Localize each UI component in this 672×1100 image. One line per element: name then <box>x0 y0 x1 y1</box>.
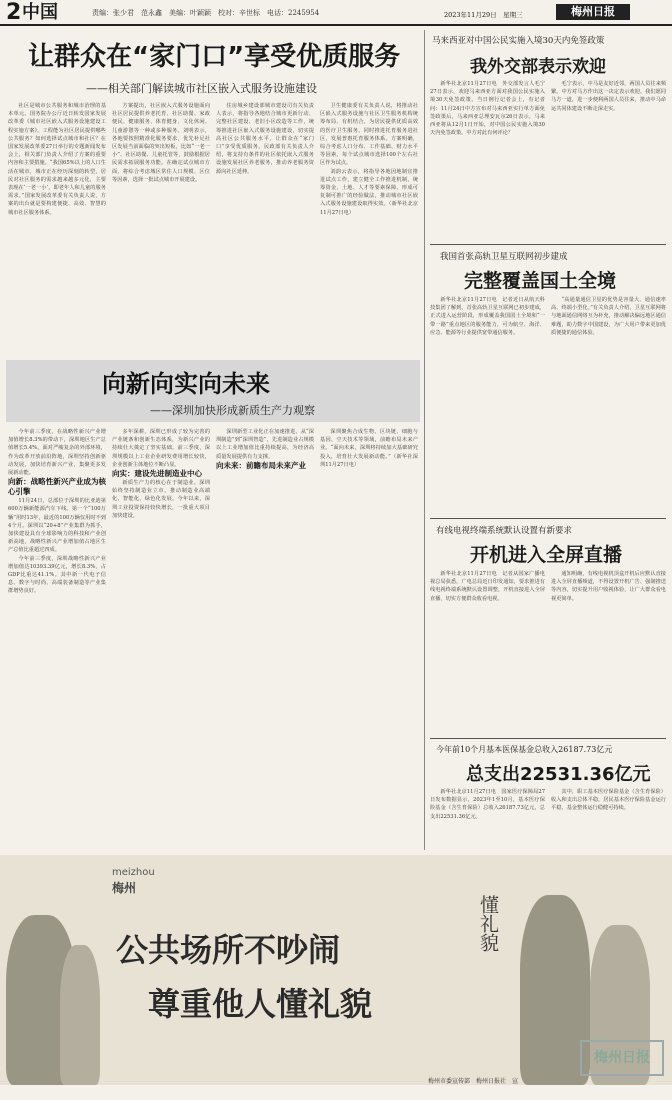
story2-subheadline: ——深圳加快形成新质生产力观察 <box>150 404 315 417</box>
story3-col2: 毛宁表示，中马是友好近邻，两国人员往来频繁。中方对马方作出这一决定表示欢迎。我们愿同马方一道，进一步便利两国人员往来，推动中马命运共同体建设不断走深走实。 <box>551 81 666 112</box>
story1-col3: 住房城乡建设部城市建设司有关负责人表示，将指导各地结合城市更新行动、完整社区建设、老旧小区改造等工作，统筹推进社区嵌入式服务设施建设，切实提高社区公共服务水平，让群众在“家门口”享受优质服务。民政部有关负责人介绍，将支持有条件的社区依托嵌入式服务设施发展社区养老服务，推动养老服务资源向社区延伸。 <box>216 103 314 175</box>
story5-headline: 开机进入全屏直播 <box>470 544 623 566</box>
story5-kicker: 有线电视终端系统默认设置有新要求 <box>436 526 573 536</box>
ad-slogan-1: 公共场所不吵闹 <box>116 931 341 969</box>
story1-col4: 卫生健康委有关负责人说，将推动社区嵌入式服务设施与社区卫生服务机构统筹布局、有机结合，为居民提供优质高效的医疗卫生服务。同时推进托育服务进社区，发展普惠托育服务体系。方案明确，综合考虑人口分布、工作基础、财力水平等因素，每个试点城市选择100个左右社区作为试点。 刘韵云表示，将指导各地因地制宜推进试点工作，建立健全工作推进机制，统筹资金、土地、人才等要素保障，形成可复制可推广的经验做法，推动城市社区嵌入式服务设施建设取得实效。（新华社北京11月27日电） <box>320 103 418 216</box>
story6-kicker: 今年前10个月基本医保基金总收入26187.73亿元 <box>436 745 613 754</box>
divider <box>430 518 666 519</box>
story1-headline: 让群众在“家门口”享受优质服务 <box>28 42 401 72</box>
story6-col1: 新华社北京11月27日电 国家医疗保障局27日发布数据显示，2023年1至10月，基本医疗保险基金（含生育保险）总收入26187.73亿元，总支出22531.36亿元。 <box>430 789 545 820</box>
story4-col1: 新华社北京11月27日电 记者近日从航天科技集团了解到，首张高轨卫星互联网已初步建成，正式进入运营阶段，形成覆盖我国国土全境和“一带一路”重点地区的服务能力，可为航空、海洋、应急、能源等行业提供宽带通信服务。 <box>430 297 545 336</box>
story1-subheadline: ——相关部门解读城市社区嵌入式服务设施建设 <box>86 82 317 95</box>
story2-col1: 今年前三季度，在战略性新兴产业增加值增长8.3%的带动下，深圳地区生产总值增长5.4%。面对严峻复杂的外部环境，作为改革开放前沿阵地，深圳坚持创新驱动发展，加快培育新兴产业，集聚更多发展新动能。 向新：战略性新兴产业成为核心引擎 11月24日，总部位于深圳的比亚迪第600万辆新能源汽车下线。第一个“100万辆”用时13年，最近的100万辆仅用时不到4个月。深圳以“20+8”产业集群为抓手，加快建设具有全球影响力的科技和产业创新高地，战略性新兴产业增加值占地区生产总值比重超过四成。 今年前三季度，深圳战略性新兴产业增加值达10393.39亿元，增长8.3%，占GDP比重达41.1%。其中新一代电子信息、数字与时尚、高端装备制造等产业集群增势良好。 <box>8 429 106 595</box>
person-illustration <box>60 945 100 1085</box>
ad-vertical-tag: 懂礼貌 <box>477 895 499 952</box>
story2-col3: 深圳新型工业化正在加速推进，从“深圳制造”到“深圳智造”，先进制造业占规模以上工业增加值比重持续提高，为经济高质量发展提供有力支撑。 向未来：前瞻布局未来产业 <box>216 429 314 470</box>
story3-kicker: 马来西亚对中国公民实施入境30天内免签政策 <box>432 36 605 46</box>
divider <box>430 244 666 245</box>
story4-headline: 完整覆盖国土全境 <box>464 270 617 292</box>
story3-col1: 新华社北京11月27日电 外交部发言人毛宁27日表示，欢迎马来西亚方面对我国公民实施入境30天免签政策。当日例行记者会上，有记者问：11月24日中方宣布对马来西亚实行单方面免签政策后，马来西亚总理安瓦尔26日表示，马来西亚将从12月1日开始，对中国公民实施入境30天内免签政策。中方对此有何评论？ <box>430 81 545 137</box>
story2-headline: 向新向实向未来 <box>102 370 270 398</box>
story2-sublabel-3: 向未来：前瞻布局未来产业 <box>216 460 306 470</box>
ad-logo-symbol: meizhou <box>112 867 155 878</box>
story3-headline: 我外交部表示欢迎 <box>470 57 606 77</box>
story4-kicker: 我国首张高轨卫星互联网初步建成 <box>440 252 568 262</box>
story1-col2: 方案提出，社区嵌入式服务设施面向社区居民提供养老托育、社区助餐、家政便民、健康服务、体育健身、文化休闲、儿童游憩等一种或多种服务。刘明表示，各地要按照精准化服务要求，优先补足社区发展当前面临的突出短板，比如“一老一小”、社区助餐、儿童托管等，鼓励根据居民需求拓展服务功能。在确定试点城市方面，将综合考虑城区常住人口规模、区位等因素，选择一批试点城市开展建设。 <box>112 103 210 183</box>
editor-credits: 责编：张少君 范永鑫 美编：叶颖颖 校对：辛世标 电话：2245954 <box>92 9 320 17</box>
issue-date: 2023年11月29日 星期三 <box>444 11 523 19</box>
story2-col4: 深圳聚焦合成生物、区块链、细胞与基因、空天技术等领域，前瞻布局未来产业。“面向未来，深圳将持续加大基础研究投入，培育壮大发展新动能。”（新华社深圳11月27日电） <box>320 429 418 468</box>
newspaper-watermark: 梅州日报 <box>580 1040 664 1076</box>
story6-headline: 总支出22531.36亿元 <box>466 764 651 785</box>
masthead-logo: 梅州日报 <box>556 4 630 20</box>
ad-slogan-2: 尊重他人懂礼貌 <box>148 985 373 1023</box>
story5-col2: 通知明确，有线电视机顶盒开机后应默认直接进入全屏直播频道，不得设置开机广告、强制推送等内容，切实提升用户收视体验，让广大群众看电视更简单。 <box>551 571 666 602</box>
ad-logo-text: 梅州 <box>112 881 137 895</box>
public-service-ad <box>0 855 672 1085</box>
story2-col2: 多年深耕，深圳已形成了较为完善的产业链条和创新生态体系，为新兴产业的持续壮大奠定了坚实基础。前三季度，深圳规模以上工业企业研发费用增长较快，企业创新主体地位不断凸显。 向实：建设先进制造业中心 新质生产力的核心在于制造业。深圳始终坚持制造业立市，推动制造业高端化、智能化、绿色化发展。今年以来，深圳工业投资保持较快增长，一批重大项目加快建设。 <box>112 429 210 519</box>
page-number: 2 <box>6 0 22 25</box>
column-divider <box>424 30 425 850</box>
section-title: 中国 <box>22 2 58 23</box>
story2-sublabel-2: 向实：建设先进制造业中心 <box>112 469 202 479</box>
story1-col1: 社区是城市公共服务和城市治理的基本单元。国务院办公厅近日转发国家发展改革委《城市社区嵌入式服务设施建设工程实施方案》。工程能为社区居民提供哪些公共服务？如何选择试点城市和社区？在国家发展改革委27日举行的专题新闻发布会上，相关部门负责人介绍了方案的重要内容和主要措施。“我国65%以上的人口生活在城市，城市正在经历深刻的转型，居民对社区服务的需求越来越多元化，主要表现在‘一老一小’，即老年人和儿童的服务需求。”国家发展改革委有关负责人说，方案的出台就是要构建便捷、高效、智慧的城市社区服务体系。 <box>8 103 106 216</box>
divider <box>430 738 666 739</box>
story5-col1: 新华社北京11月27日电 记者从国家广播电视总局获悉，广电总局近日印发通知，要求推进有线电视终端系统默认设置调整，开机直接进入全屏直播，切实方便群众收看电视。 <box>430 571 545 602</box>
story4-col2: “高通量通信卫星的优势是容量大、通信速率高、终端小型化。”有关负责人介绍，卫星互联网将与地面通信网络互为补充，推动解决偏远地区通信难题，助力数字中国建设，为广大用户带来更加优质便捷的通信体验。 <box>551 297 666 336</box>
story2-sublabel-1: 向新：战略性新兴产业成为核心引擎 <box>8 477 106 497</box>
story6-col2: 其中，职工基本医疗保险基金（含生育保险）收入和支出总体平稳，居民基本医疗保险基金运行平稳，基金整体运行稳健可持续。 <box>551 789 666 812</box>
ad-footer: 梅州市委宣传部 梅州日报社 宣 <box>428 1078 519 1085</box>
